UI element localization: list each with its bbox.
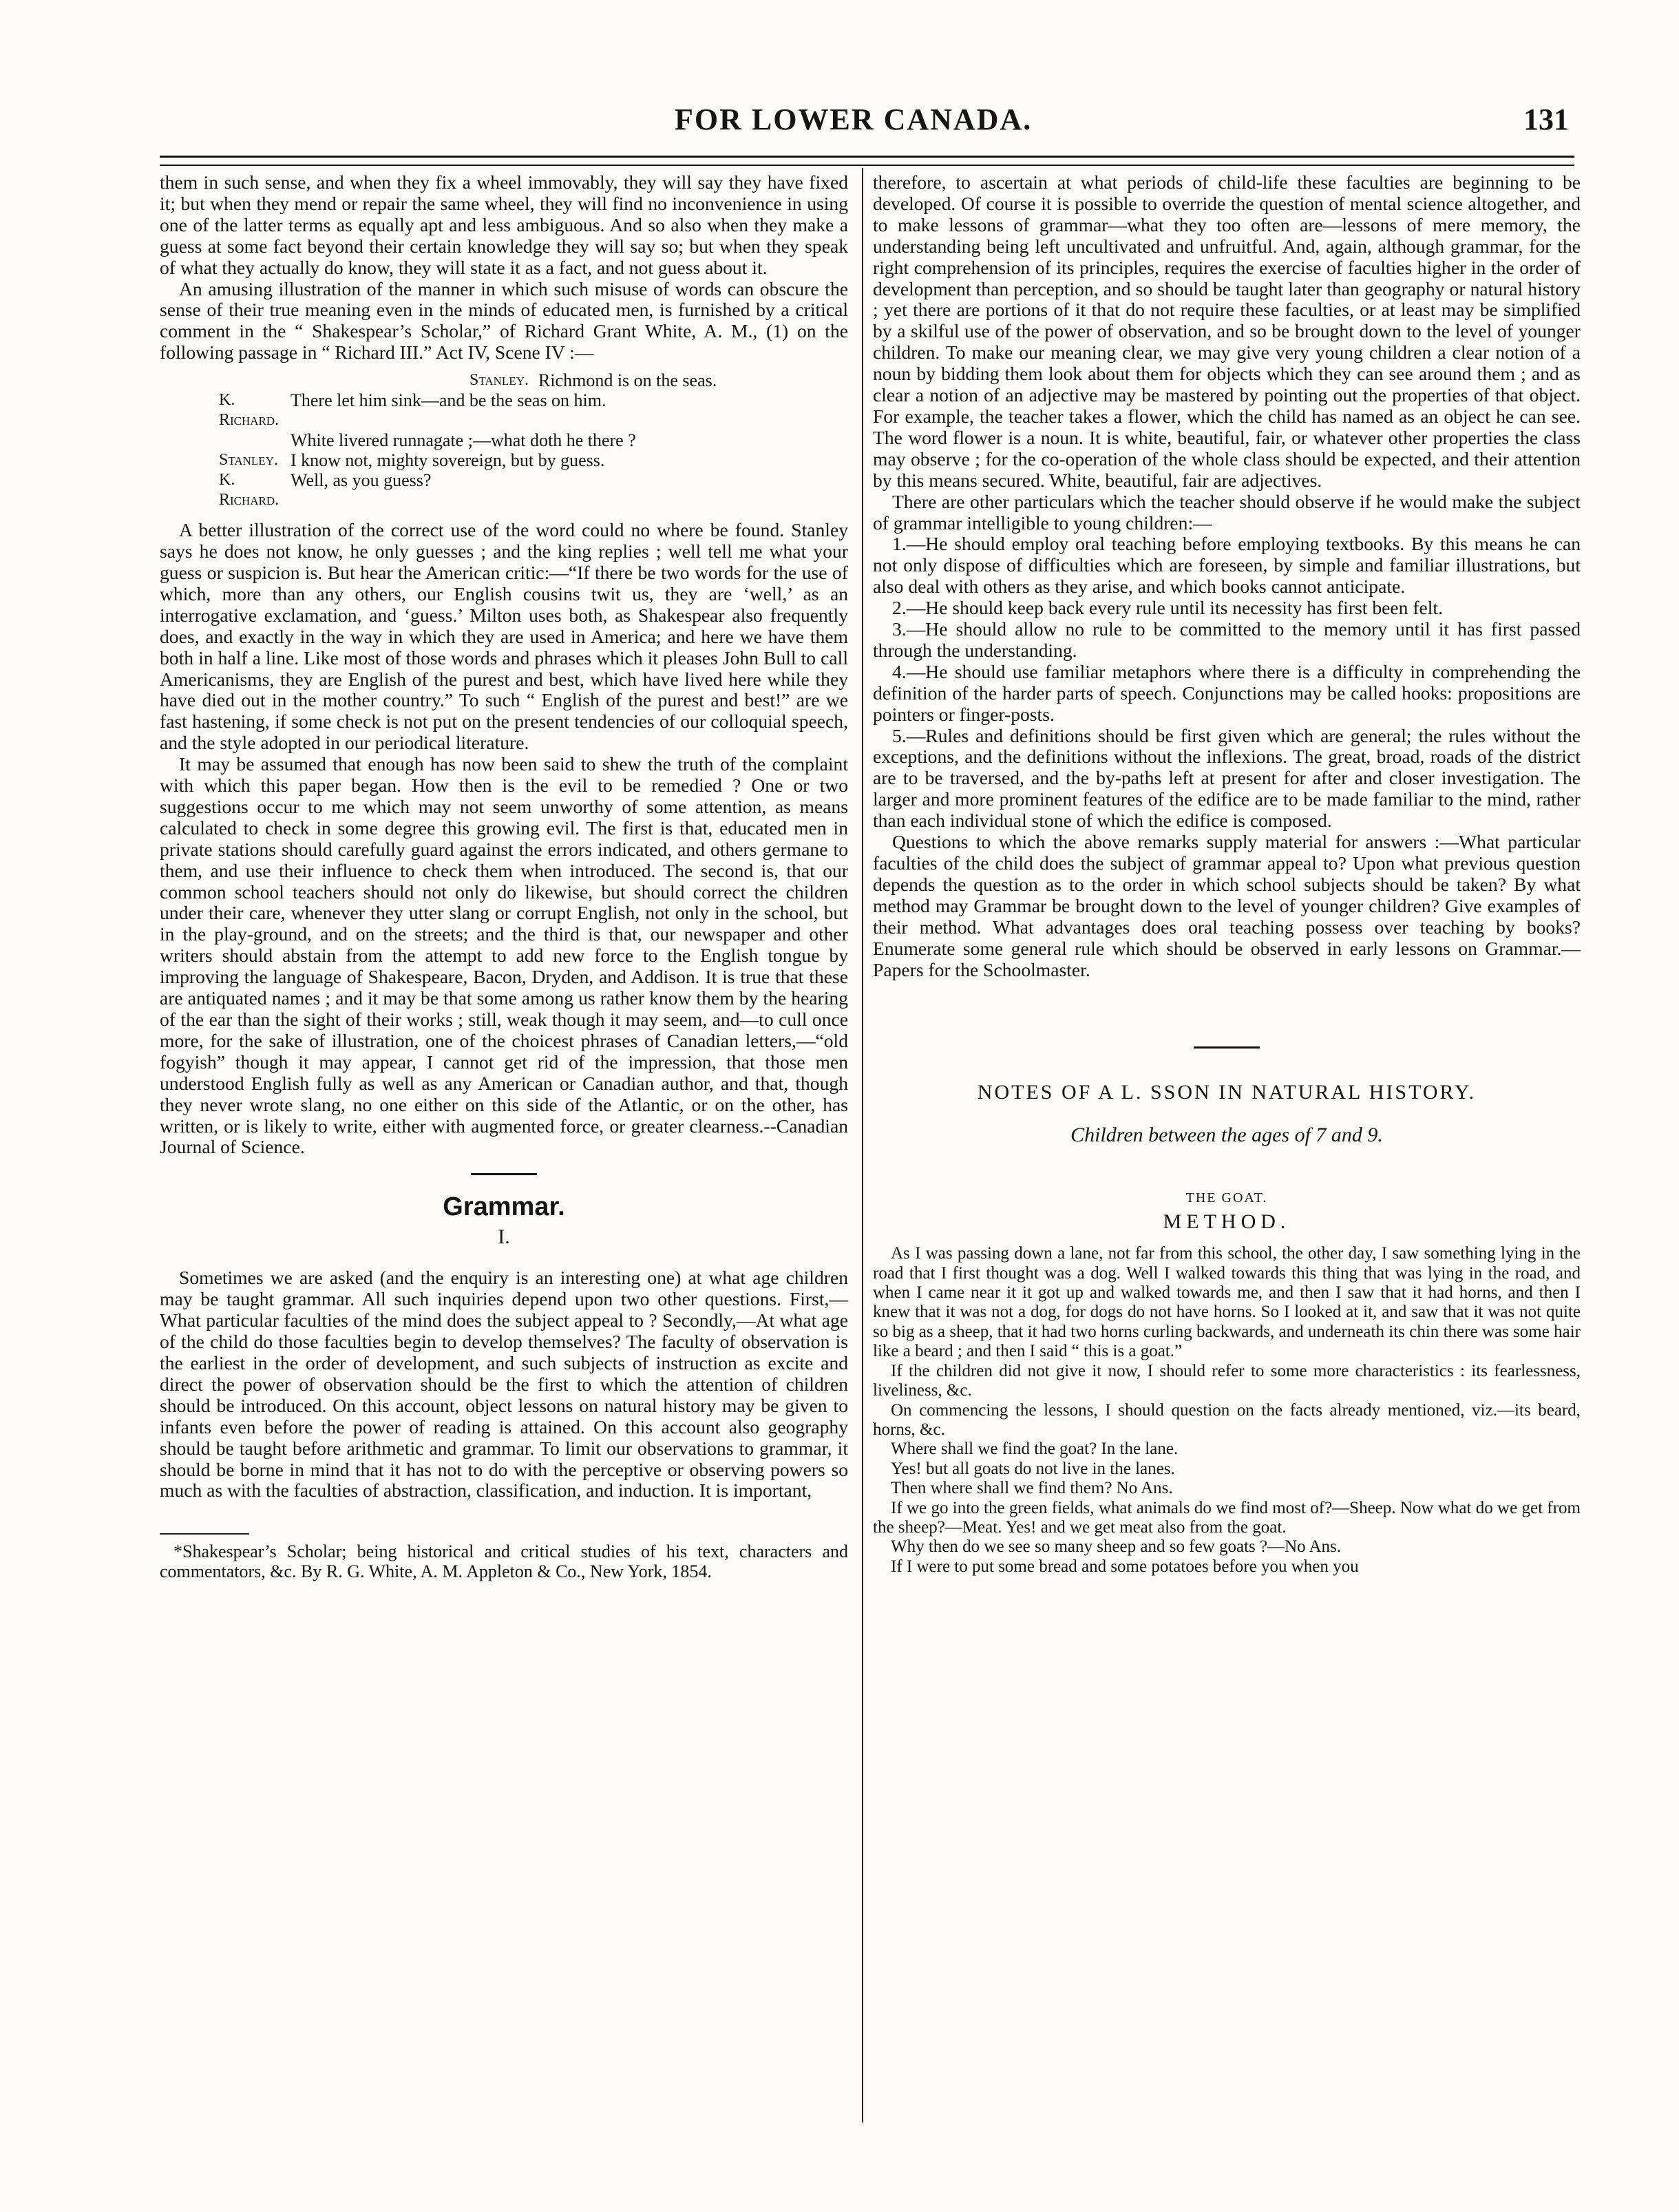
section-number: I.	[498, 1225, 510, 1249]
notes-subtitle: Children between the ages of 7 and 9.	[1070, 1124, 1383, 1147]
play-text: White livered runnagate ;—what doth he there ?	[291, 430, 636, 451]
play-text: Well, as you guess?	[291, 470, 432, 491]
list-item: 1.—He should employ oral teaching before employing textbooks. By this means he can not only dispose of difficulties which are foreseen, by simple and familiar illustrations, but also deal with others as they arise, and which books cannot anticipate.	[873, 533, 1581, 598]
play-line	[160, 470, 848, 510]
list-item: 3.—He should allow no rule to be committed to the memory until it has first passed through the understanding.	[873, 618, 1581, 661]
column-divider	[862, 168, 863, 2123]
play-speaker: K. Richard.	[219, 391, 279, 430]
play-speaker: Stanley.	[469, 371, 529, 390]
list-item: 2.—He should keep back every rule until its necessity has first been felt.	[892, 597, 1443, 619]
paragraph: Questions to which the above remarks supply material for answers :—What particular faculties of the child does the subject of grammar appeal to? Upon what previous question depends the question as to the order in which school subjects should be taken? By what method may Grammar be brought down to the level of younger children? Give examples of their method. What advantages does oral teaching possess over teaching by books? Enumerate some general rule which should be observed in early lessons on Grammar.—Papers for the Schoolmaster.	[873, 831, 1581, 980]
play-excerpt	[160, 370, 848, 510]
paragraph: It may be assumed that enough has now been said to shew the truth of the complaint with which this paper began. How then is the evil to be remedied ? One or two suggestions occur to me which may not seem unworthy of some attention, as means calculated to check in some degree this growing evil. The first is that, educated men in private stations should carefully guard against the errors indicated, and others germane to them, and use their influence to check them when introduced. The second is, that our common school teachers should not only do likewise, but should correct the children under their care, whenever they utter slang or corrupt English, not only in the school, but in the play-ground, and on the streets; and the third is that, our newspaper and other writers should abstain from the attempt to add new force to the English tongue by improving the language of Shakespeare, Bacon, Dryden, and Addison. It is true that these are antiquated names ; and it may be that some among us rather know them by the hearing of the ear than the sight of their works ; still, weak though it may seem, and—to cull once more, for the sake of illustration, one of the choicest phrases of Canadian letters,—“old fogyish” though it may appear, I cannot get rid of the impression, that those men understood English fully as well as any American or Canadian author, and that, though they never wrote slang, no one either on this side of the Atlantic, or on the other, has written, or is likely to write, either with augmented force, or greater clearness.--Canadian Journal of Science.	[160, 753, 848, 1158]
list-item: 4.—He should use familiar metaphors where there is a difficulty in comprehending the definition of the harder parts of speech. Conjunctions may be called hooks: propositions are pointers or finger-posts.	[873, 660, 1581, 725]
section-rule	[1194, 1046, 1260, 1049]
paragraph: If I were to put some bread and some potatoes before you when you	[891, 1557, 1359, 1576]
paragraph: There are other particulars which the teacher should observe if he would make the subject of grammar intelligible to young children:—	[873, 490, 1581, 534]
play-speaker: K. Richard.	[219, 471, 279, 509]
paragraph: A better illustration of the correct use of the word could no where be found. Stanley says he does not know, he only guesses ; and the king replies ; well tell me what your guess or suspicion is. But hear the American critic:—“If there be two words for the use of which, more than any others, our English cousins twit us, they are ‘well,’ as an interrogative exclamation, and ‘guess.’ Milton uses both, as Shakespear also frequently does, and exactly in the way in which they are used in America; and here we have them both in half a line. Like most of those words and phrases which it pleases John Bull to call Americanisms, they are English of the purest and best, which have lived here while they have died out in the mother country.” To such “ English of the purest and best!” are we fast hastening, if some check is not put on the present tendencies of our colloquial speech, and the style adopted in our periodical literature.	[160, 519, 848, 754]
play-line	[160, 370, 848, 390]
list-item: 5.—Rules and definitions should be first given which are general; the rules without the exceptions, and the definitions without the inflexions. The great, broad, roads of the district are to be traversed, and the by-paths left at present for after and closer investigation. The larger and more prominent features of the edifice are to be made familiar to the mind, rather than each individual stone of which the edifice is composed.	[873, 724, 1581, 832]
lesson-text	[873, 1244, 1581, 1577]
right-column	[873, 172, 1581, 1577]
page-number: 131	[1523, 103, 1569, 136]
header-rule	[160, 156, 1574, 166]
method-heading: METHOD.	[1163, 1210, 1291, 1234]
play-line	[160, 430, 848, 450]
paragraph: Sometimes we are asked (and the enquiry is an interesting one) at what age children may be taught grammar. All such inquiries depend upon two other questions. First,—What particular faculties of the mind does the subject appeal to ? Secondly,—At what age of the child do those faculties begin to develop themselves? The faculty of observation is the earliest in the order of development, and such subjects of instruction as excite and direct the power of observation should be the first to which the attention of children should be introduced. On this account, object lessons on natural history may be given to infants even before the power of reading is attained. On this account also geography should be taught before arithmetic and grammar. To limit our observations to grammar, it should be borne in mind that it has not to do with the perceptive or observing powers so much as with the faculties of abstraction, classification, and induction. It is important,	[160, 1267, 848, 1502]
paragraph: Why then do we see so many sheep and so few goats ?—No Ans.	[891, 1537, 1342, 1557]
play-line	[160, 390, 848, 430]
paragraph: Then where shall we find them? No Ans.	[891, 1479, 1173, 1498]
play-speaker-blank	[160, 430, 291, 450]
play-text: I know not, mighty sovereign, but by guess.	[291, 450, 605, 471]
play-speaker: Stanley.	[219, 451, 278, 470]
paragraph: On commencing the lessons, I should question on the facts already mentioned, viz.—its beard, horns, &c.	[873, 1400, 1581, 1439]
footnote-rule	[160, 1533, 249, 1535]
footnote: *Shakespear’s Scholar; being historical and critical studies of his text, characters and commentators, &c. By R. G. White, A. M. Appleton & Co., New York, 1854.	[160, 1541, 848, 1582]
paragraph: therefore, to ascertain at what periods of child-life these faculties are beginning to be developed. Of course it is possible to override the question of mental science altogether, and to make lessons of grammar—what they too often are—lessons of mere memory, the understanding being left uncultivated and unfruitful. And, again, although grammar, for the right comprehension of its principles, requires the exercise of faculties higher in the order of development than perception, and so should be taught later than geography or natural history ; yet there are portions of it that do not require these faculties, or at least may be simplified by a skilful use of the power of observation, and so be brought down to the level of younger children. To make our meaning clear, we may give very young children a clear notion of a noun by bidding them look about them for objects which they can see around them ; and as clear a notion of an adjective may be mastered by pointing out the properties of that object. For example, the teacher takes a flower, which the child has named as an object he can see. The word flower is a noun. It is white, beautiful, fair, or whatever other properties the class may observe ; for the co-operation of the whole class should be expected, and their attention by this means secured. White, beautiful, fair are adjectives.	[873, 171, 1581, 491]
section-rule	[471, 1173, 537, 1175]
play-line	[160, 450, 848, 470]
running-title: FOR LOWER CANADA.	[675, 103, 1033, 136]
play-text: Richmond is on the seas.	[538, 370, 717, 391]
paragraph: As I was passing down a lane, not far from this school, the other day, I saw something lying in the road that I first thought was a dog. Well I walked towards this thing that was lying in the road, and when I came near it it got up and walked towards me, and then I saw that it had horns, and then I knew that it was not a dog, for dogs do not have horns. So I looked at it, and saw that it was not quite so big as a sheep, that it had two horns curling backwards, and underneath its chin there was some hair like a beard ; and then I said “ this is a goat.”	[873, 1244, 1581, 1361]
paragraph: If the children did not give it now, I should refer to some more characteristics : its fearlessness, liveliness, &c.	[873, 1361, 1581, 1400]
paragraph: An amusing illustration of the manner in which such misuse of words can obscure the sense of their true meaning even in the minds of educated men, is furnished by a critical comment in the “ Shakespear’s Scholar,” of Richard Grant White, A. M., (1) on the following passage in “ Richard III.” Act IV, Scene IV :—	[160, 277, 848, 364]
section-title: Grammar.	[443, 1192, 565, 1222]
notes-title: NOTES OF A L. SSON IN NATURAL HISTORY.	[977, 1081, 1477, 1104]
play-text: There let him sink—and be the seas on him.	[291, 390, 606, 411]
paragraph: If we go into the green fields, what animals do we find most of?—Sheep. Now what do we get from the sheep?—Meat. Yes! and we get meat also from the goat.	[873, 1498, 1581, 1537]
paragraph: them in such sense, and when they fix a wheel immovably, they will say they have fixed it; but when they mend or repair the same wheel, they will find no inconvenience in using one of the latter terms as equally apt and less ambiguous. And so also when they make a guess at some fact beyond their certain knowledge they will say so; but when they speak of what they actually do know, they will state it as a fact, and not guess about it.	[160, 171, 848, 278]
left-column	[160, 172, 848, 1581]
paragraph: Where shall we find the goat? In the lane.	[891, 1440, 1179, 1459]
topic-heading: THE GOAT.	[1185, 1190, 1268, 1206]
paragraph: Yes! but all goats do not live in the lanes.	[891, 1459, 1175, 1478]
